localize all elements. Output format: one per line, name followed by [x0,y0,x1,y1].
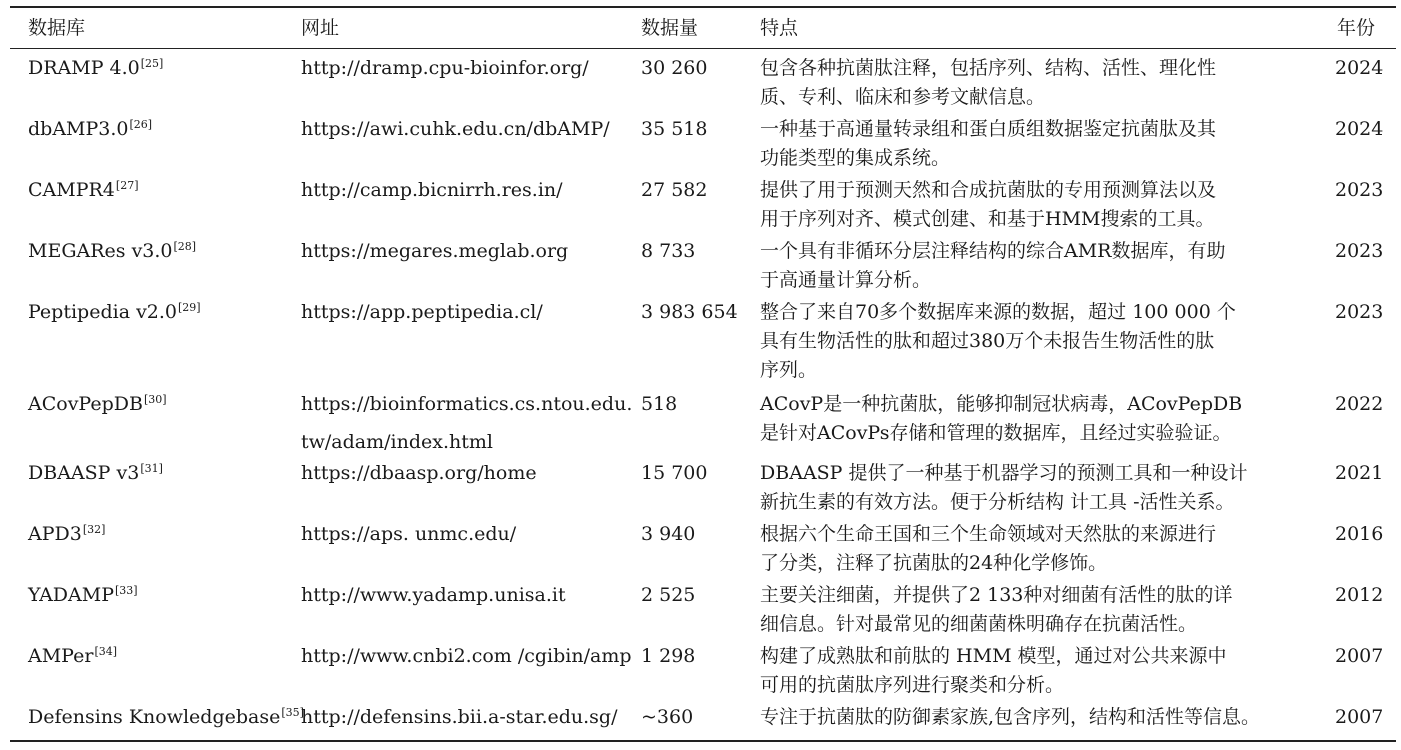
database-name: ACovPepDB[30] [28,393,167,415]
data-size: 518 [641,393,678,415]
reference-marker: [31] [140,462,163,475]
data-size: ~360 [641,706,694,728]
year: 2012 [1335,584,1384,606]
reference-marker: [29] [178,301,201,314]
database-url[interactable]: http://camp.bicnirrh.res.in/ [301,179,563,201]
features-text: 根据六个生命王国和三个生命领域对天然肽的来源进行 了分类，注释了抗菌肽的24种化学修饰。 [760,523,1217,574]
database-url[interactable]: http://dramp.cpu-bioinfor.org/ [301,57,589,79]
year: 2007 [1335,645,1384,667]
data-size: 2 525 [641,584,696,606]
table-row [10,457,1396,518]
table-top-rule [10,6,1396,8]
database-url[interactable]: https://app.peptipedia.cl/ [301,301,543,323]
features-text: 整合了来自70多个数据库来源的数据，超过 100 000 个 具有生物活性的肽和超过380万个未报告生物活性的肽 序列。 [760,301,1236,381]
data-size: 35 518 [641,118,708,140]
features-text: 专注于抗菌肽的防御素家族,包含序列，结构和活性等信息。 [760,706,1261,728]
year: 2021 [1335,462,1384,484]
reference-marker: [26] [129,118,153,131]
features-text: 包含各种抗菌肽注释，包括序列、结构、活性、理化性 质、专利、临床和参考文献信息。 [760,57,1217,108]
year: 2023 [1335,179,1384,201]
database-url[interactable]: https://megares.meglab.org [301,240,569,262]
database-url[interactable]: https://dbaasp.org/home [301,462,537,484]
database-url[interactable]: https://aps. unmc.edu/ [301,523,517,545]
year: 2024 [1335,57,1384,79]
table-body [10,52,1396,735]
year: 2023 [1335,240,1384,262]
data-size: 27 582 [641,179,708,201]
database-url[interactable]: http://www.cnbi2.com /cgibin/amp [301,645,632,667]
reference-marker: [33] [114,584,138,597]
header-features: 特点 [760,17,799,39]
table-row [10,174,1396,235]
table-row [10,640,1396,701]
reference-marker: [35] [281,706,304,719]
year: 2024 [1335,118,1384,140]
database-name: CAMPR4[27] [28,179,139,201]
table-header-rule [10,48,1396,49]
year: 2007 [1335,706,1384,728]
reference-marker: [27] [115,179,139,192]
features-text: ACovP是一种抗菌肽，能够抑制冠状病毒，ACovPepDB 是针对ACovPs存储和管理的数据库，且经过实验验证。 [760,393,1243,444]
database-name: Peptipedia v2.0[29] [28,301,201,323]
database-url[interactable]: http://defensins.bii.a-star.edu.sg/ [301,706,618,728]
features-text: 提供了用于预测天然和合成抗菌肽的专用预测算法以及 用于序列对齐、模式创建、和基于HMM搜索的工具。 [760,179,1217,230]
features-text: 一个具有非循环分层注释结构的综合AMR数据库，有助 于高通量计算分析。 [760,240,1226,291]
year: 2023 [1335,301,1384,323]
table-row [10,296,1396,388]
reference-marker: [30] [143,393,167,406]
features-text: 构建了成熟肽和前肽的 HMM 模型，通过对公共来源中 可用的抗菌肽序列进行聚类和分析。 [760,645,1227,696]
table-row [10,388,1396,457]
year: 2022 [1335,393,1384,415]
database-name: YADAMP[33] [28,584,138,606]
data-size: 30 260 [641,57,708,79]
database-name: APD3[32] [28,523,106,545]
table-header [10,13,1396,43]
data-size: 15 700 [641,462,708,484]
data-size: 8 733 [641,240,696,262]
table-row [10,113,1396,174]
data-size: 1 298 [641,645,696,667]
reference-marker: [32] [82,523,106,536]
table-row [10,579,1396,640]
database-name: Defensins Knowledgebase[35] [28,706,304,728]
database-name: dbAMP3.0[26] [28,118,153,140]
data-size: 3 940 [641,523,696,545]
table-row [10,701,1396,735]
database-name: MEGARes v3.0[28] [28,240,197,262]
database-url[interactable]: https://awi.cuhk.edu.cn/dbAMP/ [301,118,610,140]
header-size: 数据量 [641,17,699,39]
table-row [10,52,1396,113]
database-url[interactable]: http://www.yadamp.unisa.it [301,584,566,606]
year: 2016 [1335,523,1384,545]
features-text: 一种基于高通量转录组和蛋白质组数据鉴定抗菌肽及其 功能类型的集成系统。 [760,118,1217,169]
features-text: 主要关注细菌，并提供了2 133种对细菌有活性的肽的详 细信息。针对最常见的细菌菌株明确存在抗菌活性。 [760,584,1233,635]
database-name: AMPer[34] [28,645,118,667]
data-size: 3 983 654 [641,301,738,323]
database-name: DBAASP v3[31] [28,462,163,484]
header-year: 年份 [1337,17,1376,39]
table-row [10,235,1396,296]
table-row [10,518,1396,579]
header-database: 数据库 [28,17,86,39]
database-url[interactable]: https://bioinformatics.cs.ntou.edu. tw/adam/index.html [301,393,633,453]
reference-marker: [34] [94,645,118,658]
database-name: DRAMP 4.0[25] [28,57,164,79]
reference-marker: [25] [140,57,164,70]
table-bottom-rule [10,740,1396,742]
features-text: DBAASP 提供了一种基于机器学习的预测工具和一种设计 新抗生素的有效方法。便于分析结构 计工具 -活性关系。 [760,462,1248,513]
header-url: 网址 [301,17,340,39]
reference-marker: [28] [173,240,197,253]
